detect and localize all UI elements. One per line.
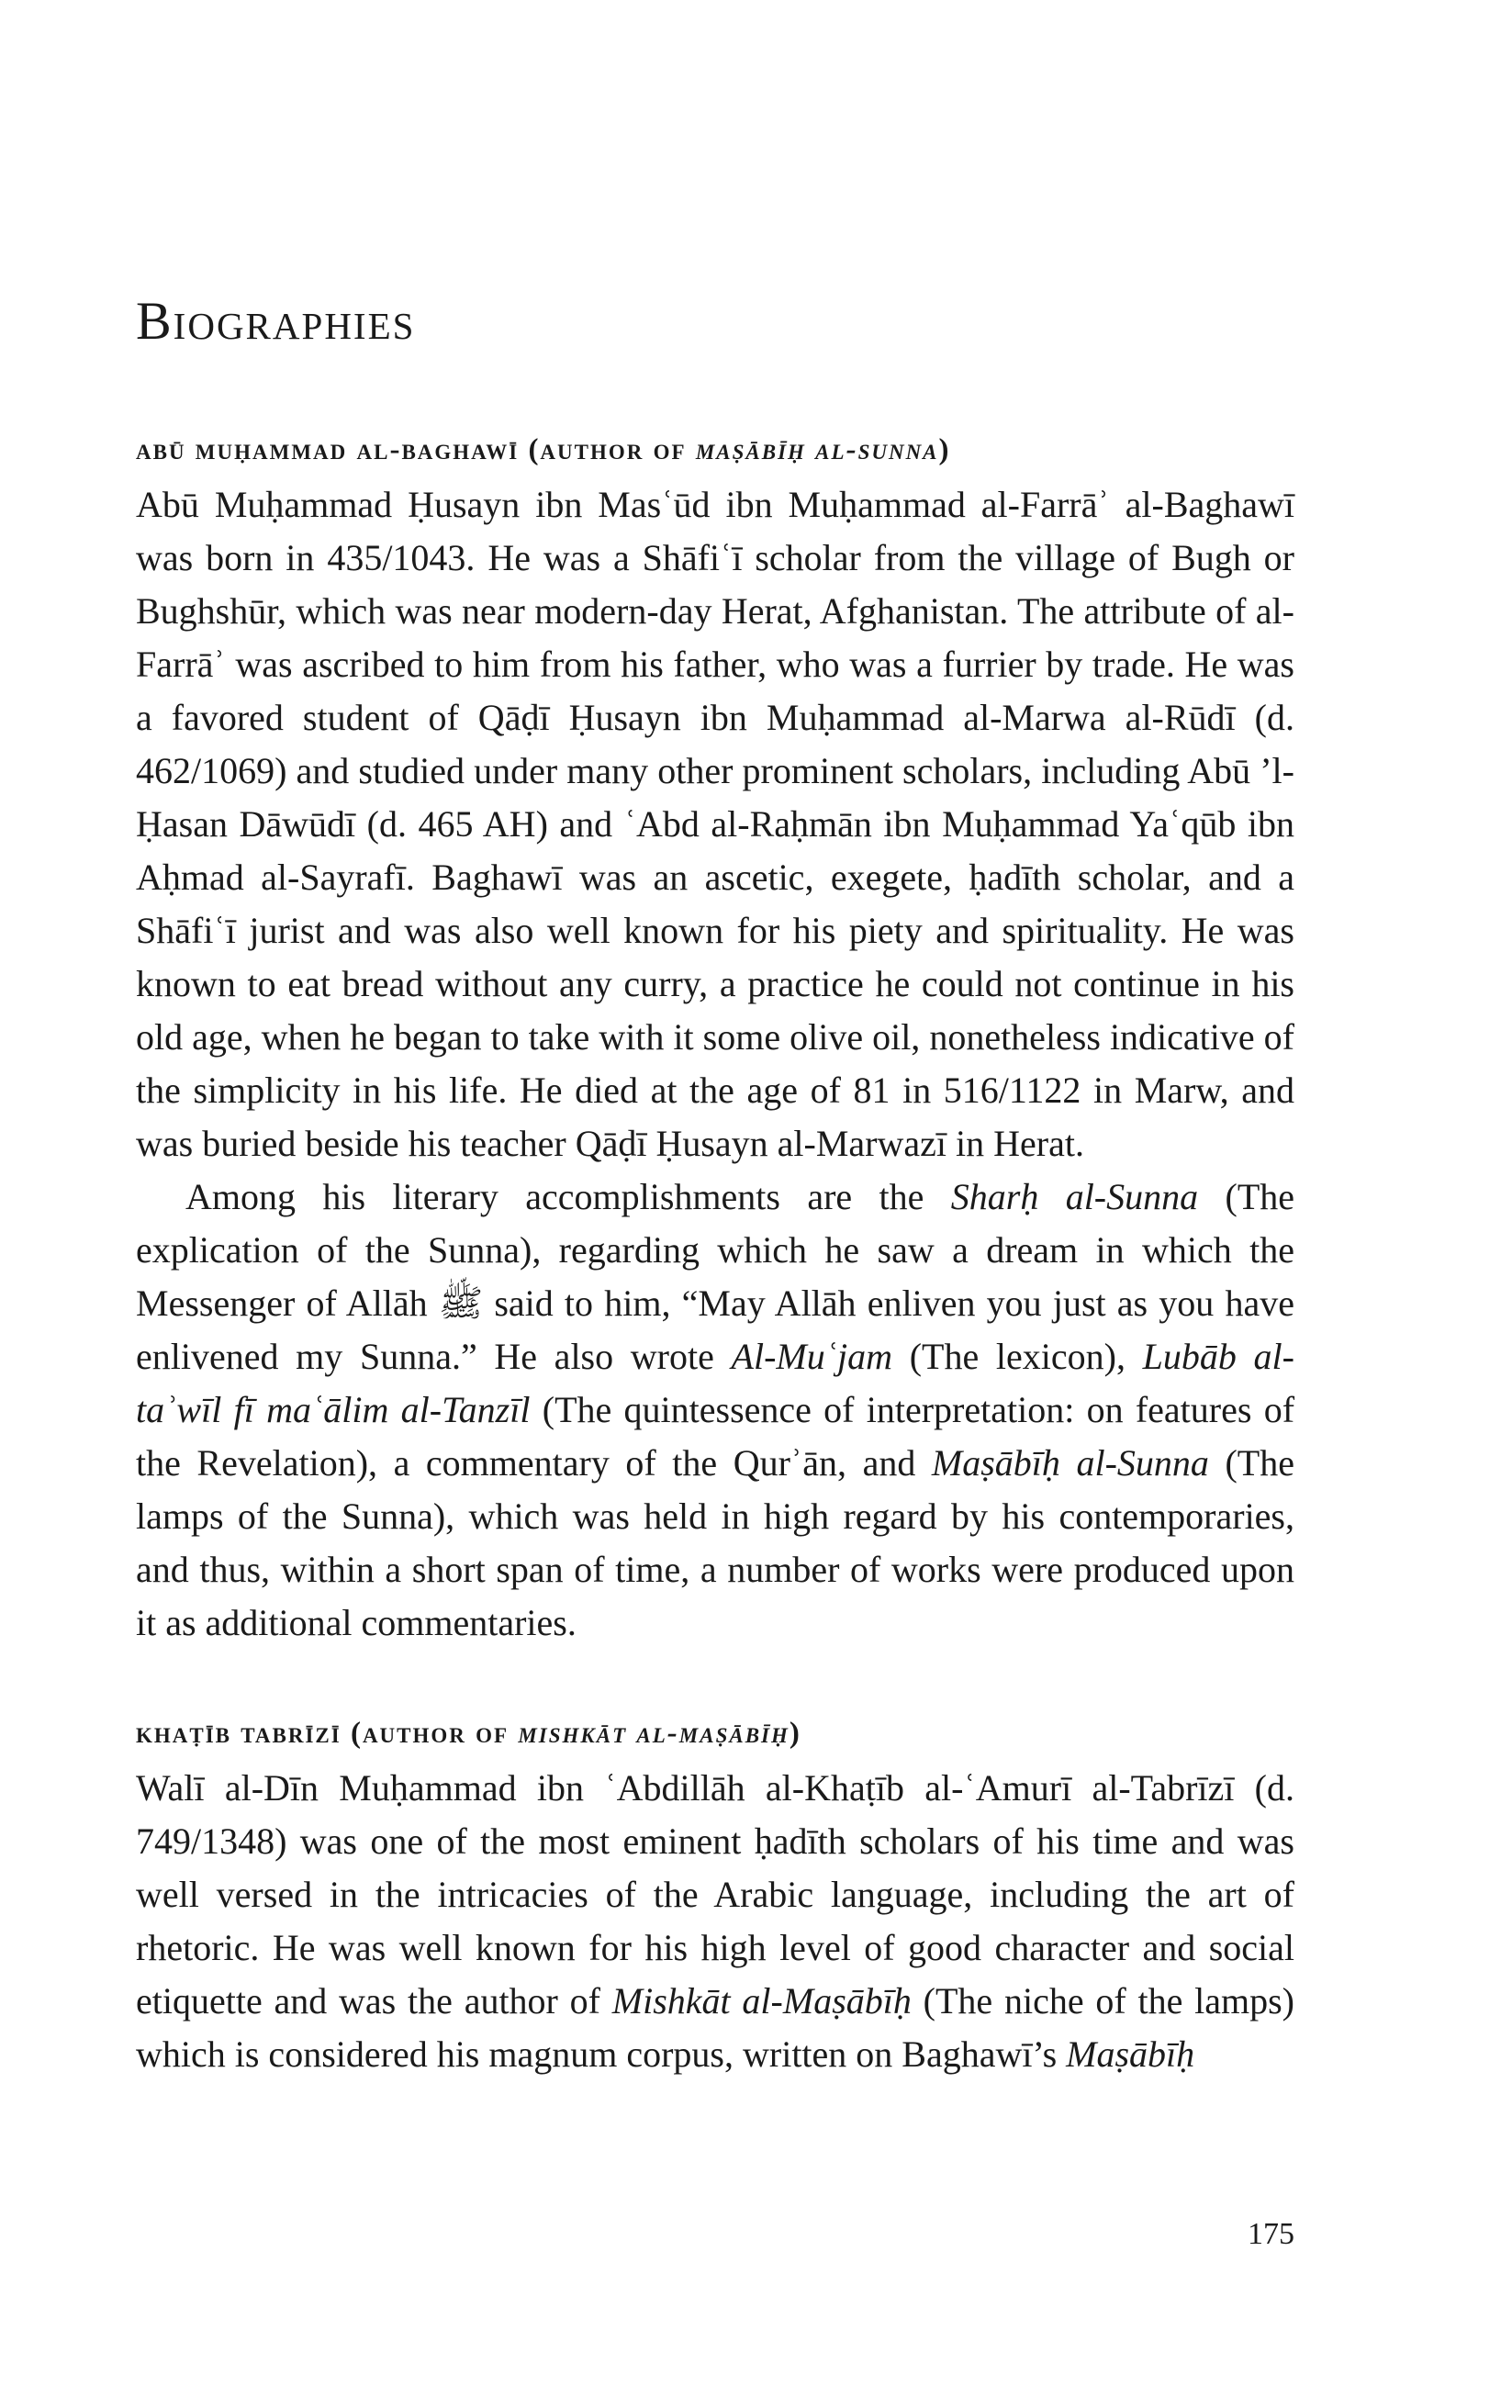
section-tabrizi bbox=[136, 1715, 1294, 2081]
book-title-mishkat: Mishkāt al-Maṣābīḥ bbox=[611, 1980, 912, 2022]
text-run: (The niche of the lamps) which is considered his magnum corpus, written on Baghawī’s bbox=[136, 1980, 1294, 2076]
text-run: (The lexicon), bbox=[892, 1336, 1143, 1378]
text-run: (The quintessence of interpretation: on features of the Revelation), a commentary of the Qurʾān, and bbox=[136, 1389, 1295, 1484]
text-run: Among his literary accomplishments are the bbox=[185, 1176, 951, 1218]
book-title-lubab: Lubāb al-taʾwīl fī maʿālim al-Tanzīl bbox=[136, 1336, 1294, 1431]
paragraph-baghawi-biography: Abū Muḥammad Ḥusayn ibn Masʿūd ibn Muḥammad al-Farrāʾ al-Baghawī was born in 435/1043. He was a Shāfiʿī scholar from the village of Bugh or Bughshūr, which was near modern-day Herat, Afghanistan. The attribute of al-Farrāʾ was ascribed to him from his father, who was a furrier by trade. He was a favored student of Qāḍī Ḥusayn ibn Muḥammad al-Marwa al-Rūdī (d. 462/1069) and studied under many other prominent scholars, including Abū ’l-Ḥasan Dāwūdī (d. 465 AH) and ʿAbd al-Raḥmān ibn Muḥammad Yaʿqūb ibn Aḥmad al-Sayrafī. Baghawī was an ascetic, exegete, ḥadīth scholar, and a Shāfiʿī jurist and was also well known for his piety and spirituality. He was known to eat bread without any curry, a practice he could not continue in his old age, when he began to take with it some olive oil, nonetheless indicative of the simplicity in his life. He died at the age of 81 in 516/1122 in Marw, and was buried beside his teacher Qāḍī Ḥusayn al-Marwazī in Herat. bbox=[136, 484, 1294, 1165]
section-heading-baghawi bbox=[136, 431, 1294, 469]
paragraph-baghawi-works bbox=[136, 1170, 1294, 1650]
book-title-mujam: Al-Muʿjam bbox=[731, 1336, 893, 1378]
chapter-title: Biographies bbox=[136, 291, 416, 351]
section-heading-tabrizi bbox=[136, 1715, 1294, 1753]
page-number: 175 bbox=[1248, 2217, 1294, 2251]
paragraph-tabrizi-biography bbox=[136, 1762, 1294, 2081]
heading-italic-title: maṣābīḥ al-sunna bbox=[695, 433, 939, 466]
section-baghawi bbox=[136, 431, 1294, 1650]
book-title-masabih: Maṣābīḥ al-Sunna bbox=[931, 1442, 1209, 1484]
text-run: (The lamps of the Sunna), which was held in high regard by his contemporaries, and thus, within a short span of time, a number of works were produced upon it as additional commentaries. bbox=[136, 1442, 1294, 1644]
heading-italic-title: mishkāt al-maṣābīḥ bbox=[518, 1717, 790, 1750]
book-title-sharh: Sharḥ al-Sunna bbox=[950, 1176, 1199, 1218]
heading-text: abū muḥammad al-baghawī (author of bbox=[136, 433, 696, 466]
heading-text: khaṭīb tabrīzī (author of bbox=[136, 1717, 519, 1750]
text-run: Walī al-Dīn Muḥammad ibn ʿAbdillāh al-Khaṭīb al-ʿAmurī al-Tabrīzī (d. 749/1348) was one of the most eminent ḥadīth scholars of his time and was well versed in the intricacies of the Arabic language, including the art of rhetoric. He was well known for his high level of good character and social etiquette and was the author of bbox=[136, 1767, 1294, 2022]
heading-text-close: ) bbox=[938, 433, 951, 466]
heading-text-close: ) bbox=[789, 1717, 801, 1750]
document-page bbox=[136, 0, 1294, 2408]
text-run: (The explication of the Sunna), regarding which he saw a dream in which the Messenger of Allāh ﷺ said to him, “May Allāh enliven you just as you have enlivened my Sunna.” He also wrote bbox=[136, 1176, 1295, 1378]
book-title-masabih: Maṣābīḥ bbox=[1066, 2033, 1195, 2076]
